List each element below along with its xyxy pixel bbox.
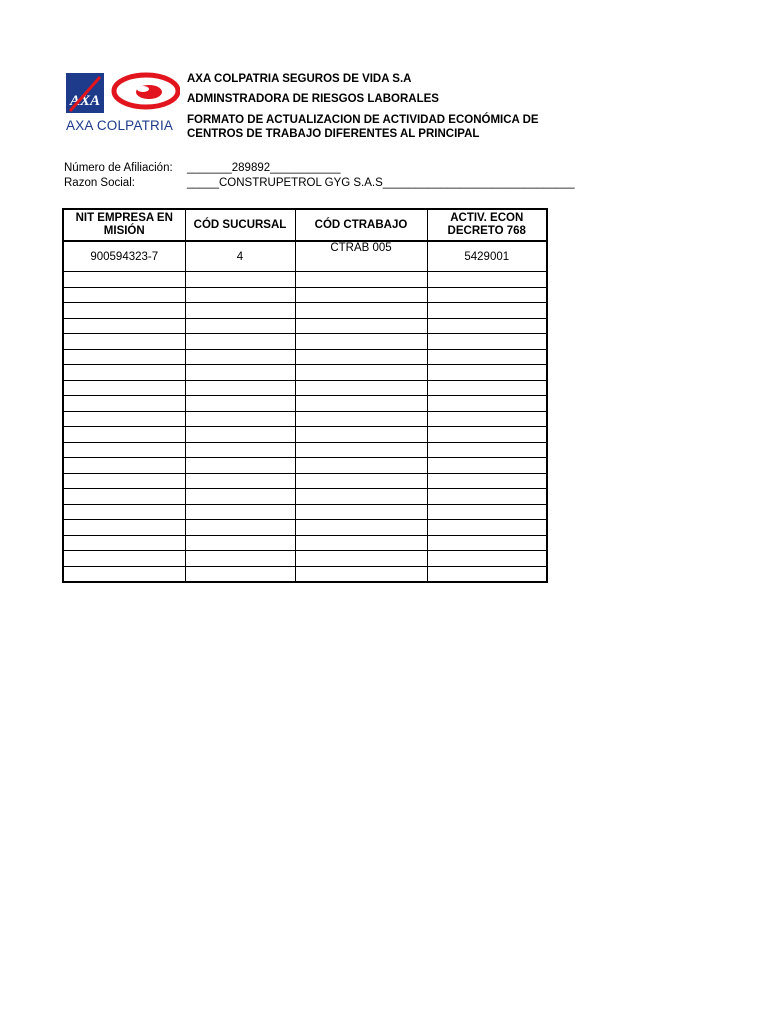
empty-cell <box>185 473 295 489</box>
empty-cell <box>185 303 295 319</box>
empty-cell <box>295 365 427 381</box>
header-form-title-2: CENTROS DE TRABAJO DIFERENTES AL PRINCIPAL <box>187 128 480 140</box>
empty-cell <box>63 380 185 396</box>
empty-cell <box>427 349 547 365</box>
table-row-empty <box>63 489 547 505</box>
empty-cell <box>295 535 427 551</box>
empty-cell <box>185 442 295 458</box>
affiliation-value: _______289892___________ <box>187 162 341 174</box>
empty-cell <box>427 318 547 334</box>
table-row-empty <box>63 551 547 567</box>
table-row-empty <box>63 396 547 412</box>
table-row-empty <box>63 411 547 427</box>
empty-cell <box>185 535 295 551</box>
cell-nit: 900594323-7 <box>63 241 185 272</box>
empty-cell <box>427 287 547 303</box>
empty-cell <box>63 551 185 567</box>
empty-cell <box>63 396 185 412</box>
empty-cell <box>63 473 185 489</box>
empty-cell <box>427 442 547 458</box>
col-header-ctrabajo: CÓD CTRABAJO <box>295 209 427 241</box>
empty-cell <box>295 427 427 443</box>
empty-cell <box>427 566 547 582</box>
empty-cell <box>185 380 295 396</box>
table-row-empty <box>63 566 547 582</box>
empty-cell <box>63 427 185 443</box>
table-row-empty <box>63 365 547 381</box>
empty-cell <box>427 272 547 288</box>
empty-cell <box>427 365 547 381</box>
empty-cell <box>63 566 185 582</box>
empty-cell <box>63 287 185 303</box>
empty-cell <box>295 334 427 350</box>
table-row-empty <box>63 272 547 288</box>
empty-cell <box>63 349 185 365</box>
empty-cell <box>427 380 547 396</box>
cell-activ-econ: 5429001 <box>427 241 547 272</box>
table-row-empty <box>63 520 547 536</box>
table-row-empty <box>63 442 547 458</box>
empty-cell <box>427 411 547 427</box>
empty-cell <box>295 287 427 303</box>
empty-cell <box>185 411 295 427</box>
empty-cell <box>63 520 185 536</box>
empty-cell <box>427 427 547 443</box>
col-header-nit: NIT EMPRESA EN MISIÓN <box>63 209 185 241</box>
table-header-row <box>63 209 547 241</box>
logo-text: AXA COLPATRIA <box>66 118 174 133</box>
table-row-empty <box>63 427 547 443</box>
col-header-activ-econ: ACTIV. ECON DECRETO 768 <box>427 209 547 241</box>
empty-cell <box>185 489 295 505</box>
empty-cell <box>427 489 547 505</box>
empty-cell <box>427 551 547 567</box>
empty-cell <box>185 349 295 365</box>
empty-cell <box>295 272 427 288</box>
table-row-empty <box>63 303 547 319</box>
empty-cell <box>185 427 295 443</box>
affiliation-label: Número de Afiliación: <box>64 162 173 174</box>
empty-cell <box>185 318 295 334</box>
table-row <box>63 241 547 272</box>
empty-cell <box>63 535 185 551</box>
empty-cell <box>185 458 295 474</box>
axa-colpatria-logo <box>66 71 180 135</box>
empty-cell <box>295 566 427 582</box>
empty-cell <box>295 318 427 334</box>
empty-cell <box>63 411 185 427</box>
colpatria-swirl-icon <box>114 75 178 107</box>
empty-cell <box>63 504 185 520</box>
empty-cell <box>427 303 547 319</box>
empty-cell <box>63 318 185 334</box>
table-row-empty <box>63 380 547 396</box>
empty-cell <box>295 411 427 427</box>
razon-social-label: Razon Social: <box>64 177 135 189</box>
empty-cell <box>185 365 295 381</box>
empty-cell <box>295 520 427 536</box>
empty-cell <box>295 458 427 474</box>
empty-cell <box>63 442 185 458</box>
empty-cell <box>63 303 185 319</box>
empty-cell <box>185 520 295 536</box>
empty-cell <box>185 396 295 412</box>
empty-cell <box>295 380 427 396</box>
table-row-empty <box>63 318 547 334</box>
empty-cell <box>185 334 295 350</box>
empty-cell <box>185 504 295 520</box>
empty-cell <box>295 396 427 412</box>
table-row-empty <box>63 287 547 303</box>
table-row-empty <box>63 458 547 474</box>
empty-cell <box>63 458 185 474</box>
cell-ctrabajo: CTRAB 005 <box>295 241 427 272</box>
empty-cell <box>185 566 295 582</box>
empty-cell <box>427 504 547 520</box>
empty-cell <box>295 551 427 567</box>
empty-cell <box>63 365 185 381</box>
table-row-empty <box>63 473 547 489</box>
empty-cell <box>427 520 547 536</box>
empty-cell <box>295 489 427 505</box>
table-row-empty <box>63 535 547 551</box>
razon-social-value: _____CONSTRUPETROL GYG S.A.S______________________________ <box>187 177 575 189</box>
empty-cell <box>295 303 427 319</box>
table-row-empty <box>63 334 547 350</box>
empty-cell <box>185 551 295 567</box>
empty-cell <box>295 349 427 365</box>
empty-cell <box>427 334 547 350</box>
empty-cell <box>295 442 427 458</box>
empty-cell <box>427 458 547 474</box>
empty-cell <box>63 489 185 505</box>
empty-cell <box>185 272 295 288</box>
empty-cell <box>63 272 185 288</box>
table-row-empty <box>63 349 547 365</box>
empty-cell <box>63 334 185 350</box>
empty-cell <box>427 535 547 551</box>
cell-sucursal: 4 <box>185 241 295 272</box>
table-row-empty <box>63 504 547 520</box>
col-header-sucursal: CÓD SUCURSAL <box>185 209 295 241</box>
empty-cell <box>427 473 547 489</box>
header-company: AXA COLPATRIA SEGUROS DE VIDA S.A <box>187 73 412 85</box>
header-administrator: ADMINSTRADORA DE RIESGOS LABORALES <box>187 93 439 105</box>
empty-cell <box>185 287 295 303</box>
svg-text:AXA: AXA <box>69 93 101 109</box>
empty-cell <box>427 396 547 412</box>
empty-cell <box>295 473 427 489</box>
empty-cell <box>295 504 427 520</box>
axa-logo-icon <box>66 71 180 117</box>
work-centers-table <box>62 208 548 583</box>
header-form-title-1: FORMATO DE ACTUALIZACION DE ACTIVIDAD ECONÓMICA DE <box>187 114 539 126</box>
